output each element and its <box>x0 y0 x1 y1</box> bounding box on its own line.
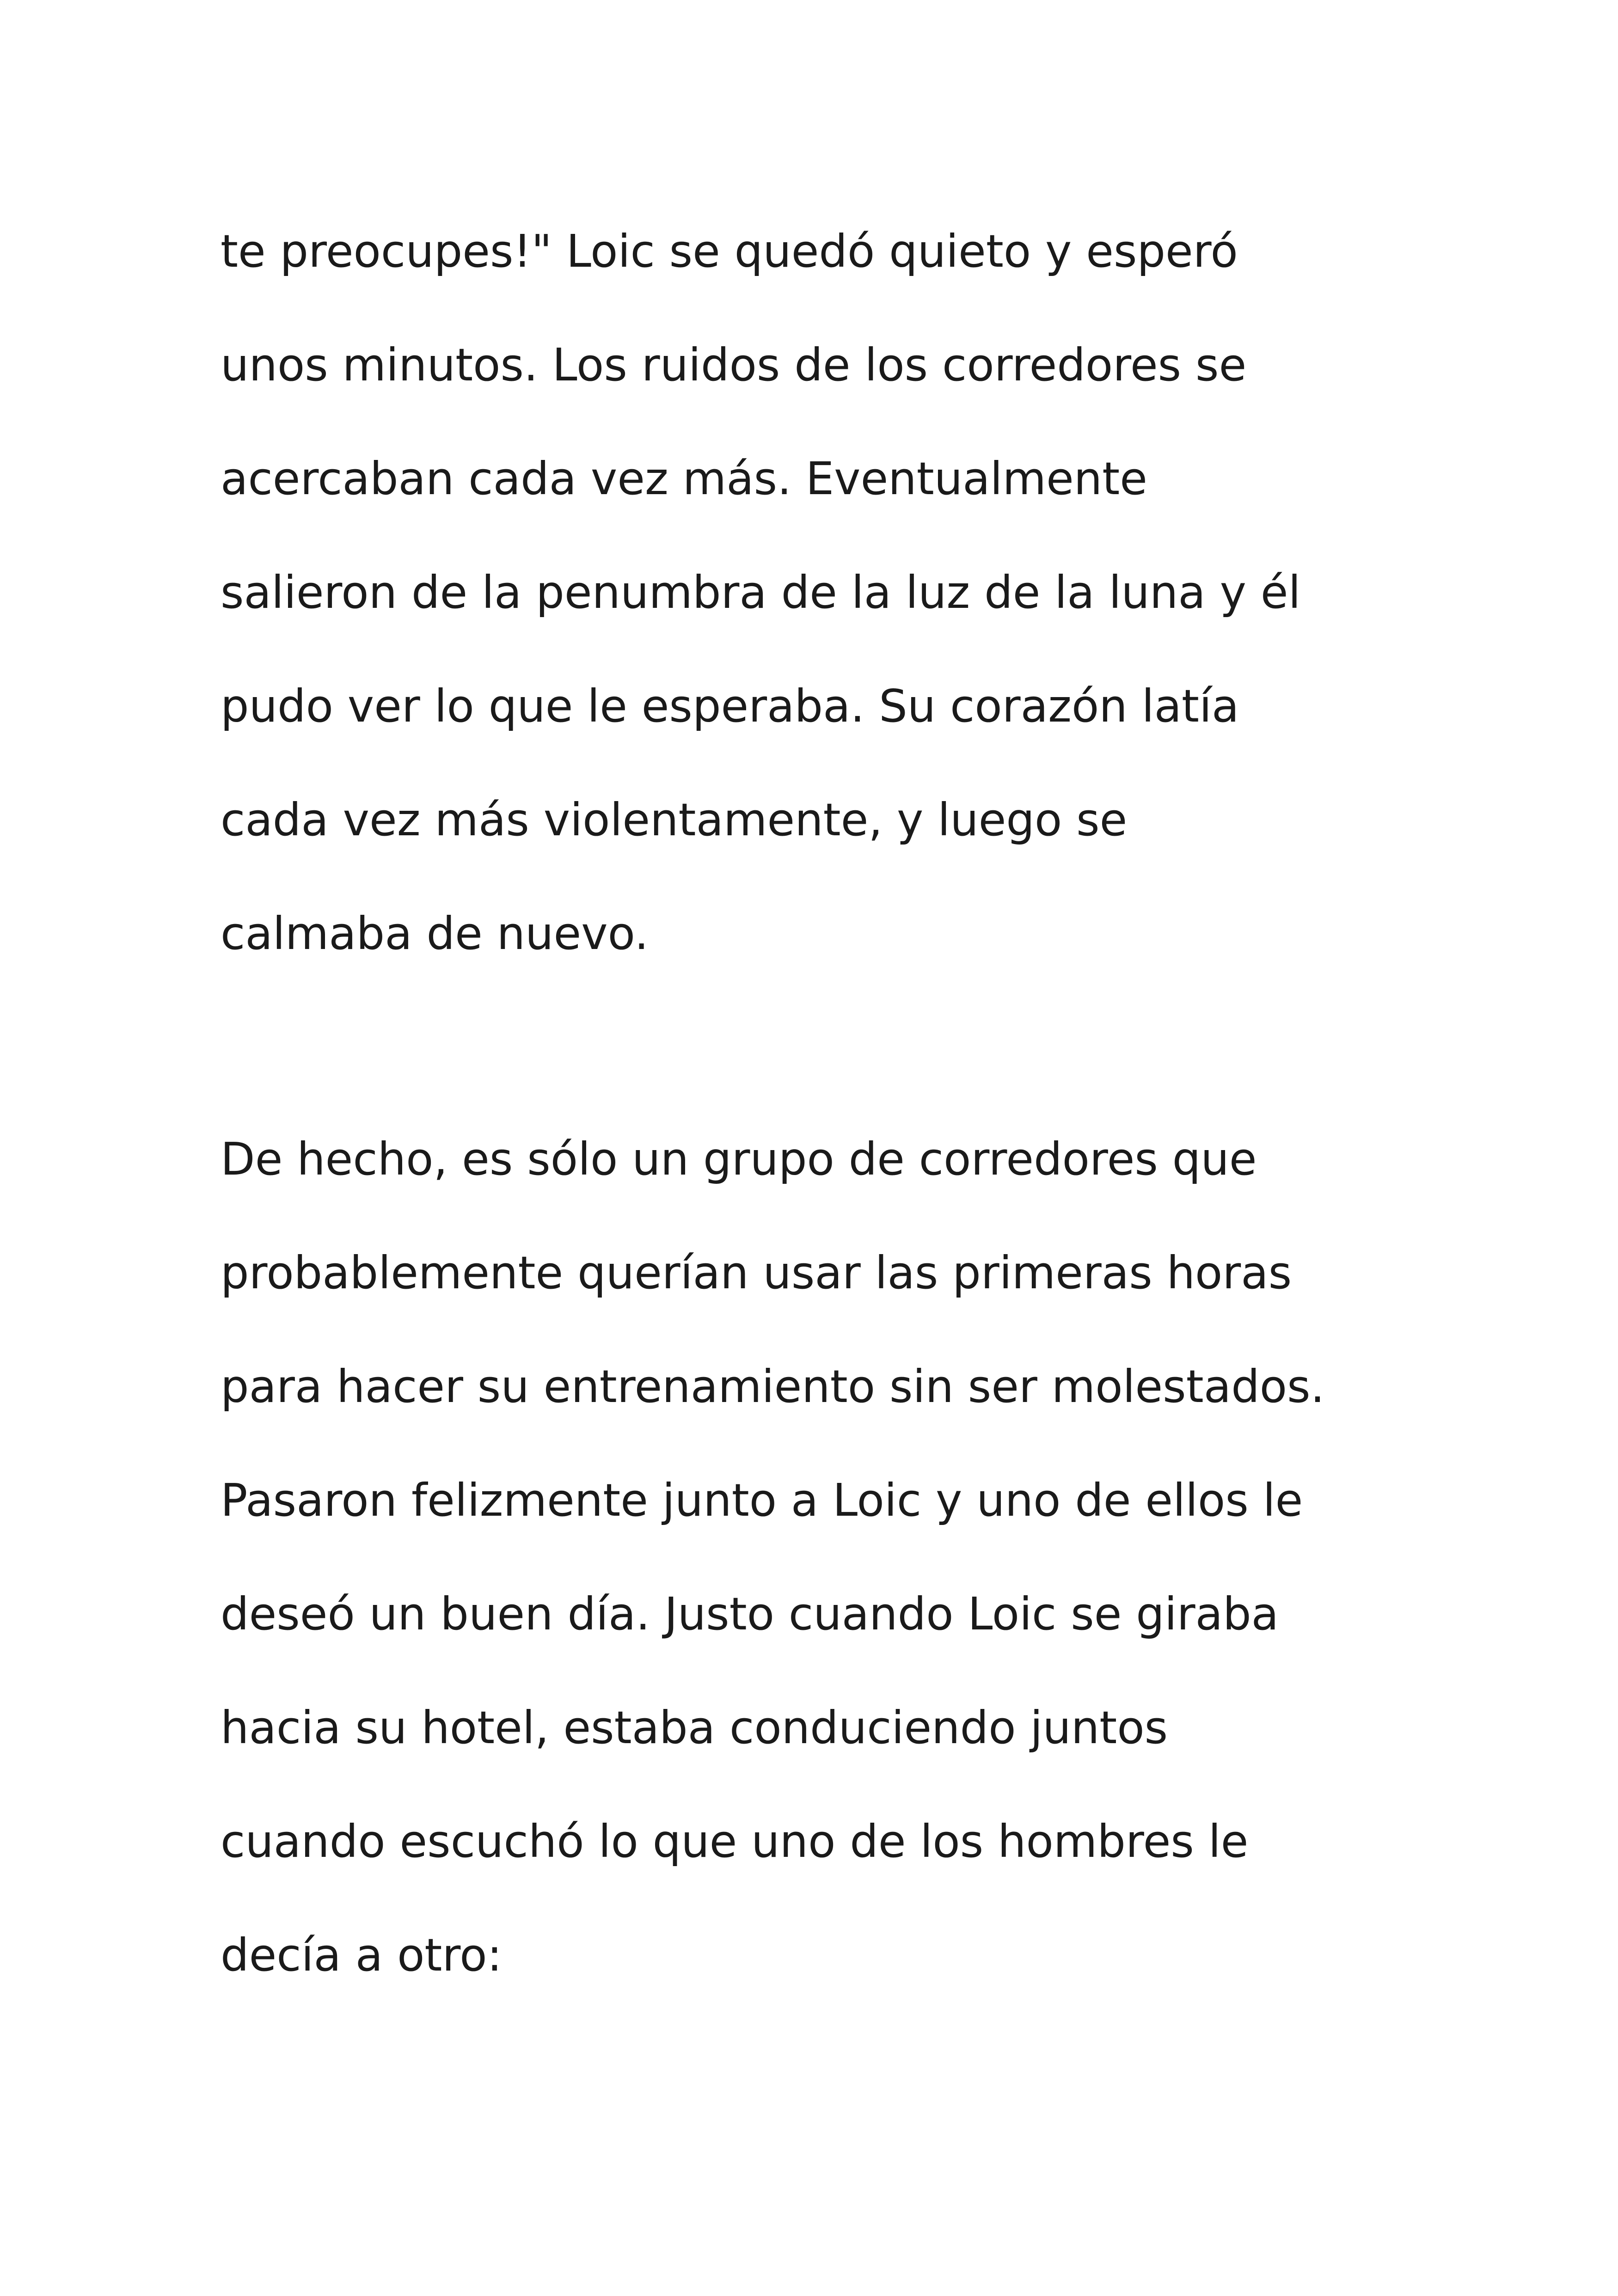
text-line: para hacer su entrenamiento sin ser molestados. <box>221 1360 1325 1413</box>
text-line: De hecho, es sólo un grupo de corredores que <box>221 1133 1257 1185</box>
text-line: acercaban cada vez más. Eventualmente <box>221 453 1147 505</box>
text-line: cuando escuchó lo que uno de los hombres le <box>221 1815 1249 1867</box>
text-line: Pasaron felizmente junto a Loic y uno de ellos le <box>221 1474 1303 1526</box>
text-line: pudo ver lo que le esperaba. Su corazón latía <box>221 680 1239 732</box>
text-line: hacia su hotel, estaba conduciendo juntos <box>221 1702 1168 1754</box>
text-line: te preocupes!" Loic se quedó quieto y esperó <box>221 225 1238 277</box>
text-line: calmaba de nuevo. <box>221 907 649 960</box>
text-line: cada vez más violentamente, y luego se <box>221 794 1128 846</box>
text-line: probablemente querían usar las primeras horas <box>221 1247 1292 1299</box>
text-line: unos minutos. Los ruidos de los corredores se <box>221 339 1247 391</box>
text-line: deseó un buen día. Justo cuando Loic se giraba <box>221 1588 1279 1640</box>
text-line: decía a otro: <box>221 1929 503 1981</box>
text-line: salieron de la penumbra de la luz de la luna y él <box>221 566 1301 618</box>
